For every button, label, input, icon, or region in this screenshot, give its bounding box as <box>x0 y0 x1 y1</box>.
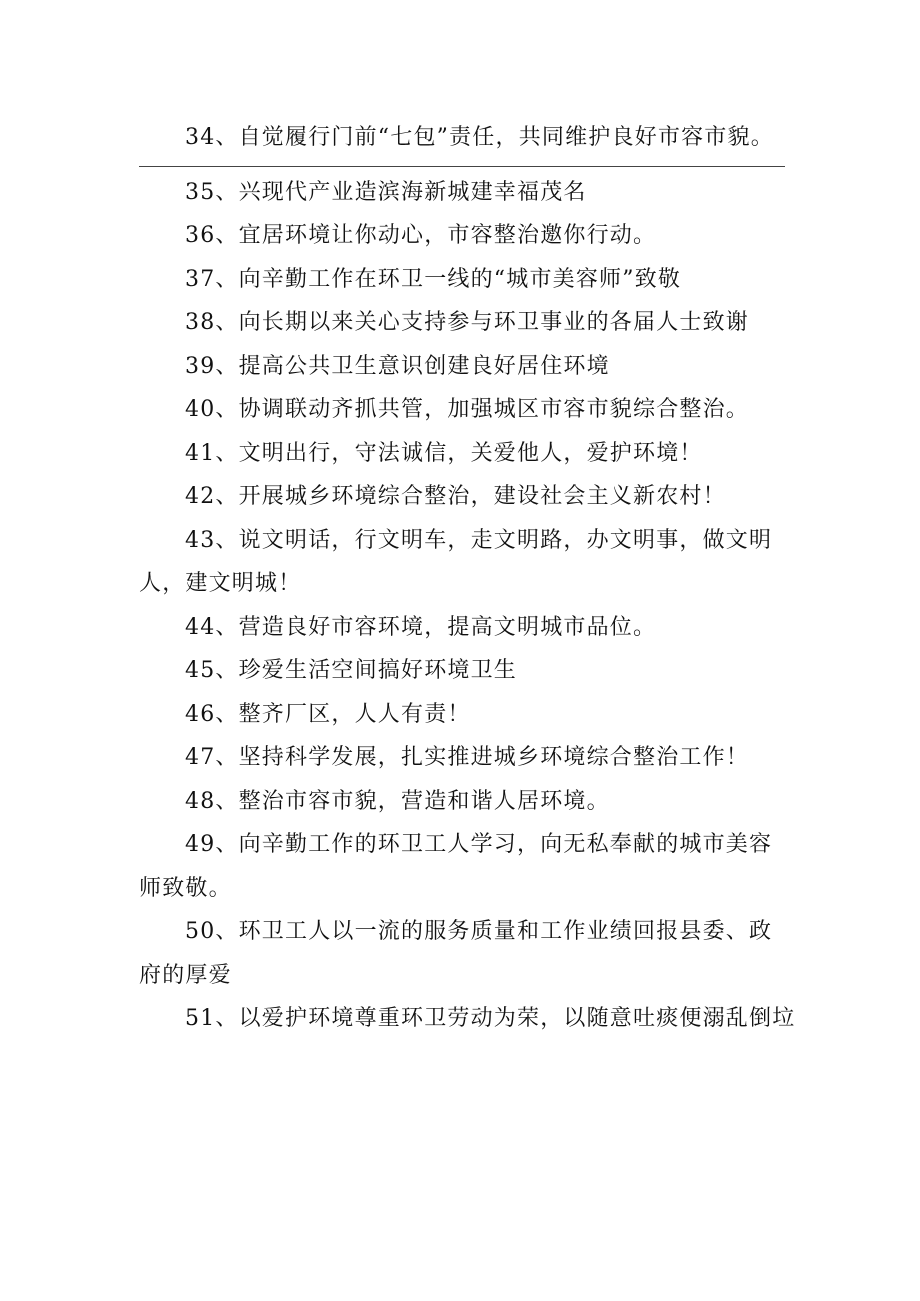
slogan-item-36: 36、宜居环境让你动心，市容整治邀你行动。 <box>185 223 657 248</box>
slogan-item-45: 45、珍爱生活空间搞好环境卫生 <box>185 658 517 683</box>
slogan-item-51: 51、以爱护环境尊重环卫劳动为荣，以随意吐痰便溺乱倒垃 <box>185 1006 796 1031</box>
slogan-item-49: 49、向辛勤工作的环卫工人学习，向无私奉献的城市美容师致敬。 <box>139 832 773 901</box>
slogan-item-35: 35、兴现代产业造滨海新城建幸福茂名 <box>185 179 587 205</box>
slogan-item-34: 34、自觉履行门前“七包”责任，共同维护良好市容市貌。 <box>185 125 774 150</box>
slogan-item-42: 42、开展城乡环境综合整治，建设社会主义新农村！ <box>185 484 726 509</box>
slogan-item-50: 50、环卫工人以一流的服务质量和工作业绩回报县委、政府的厚爱 <box>139 919 773 988</box>
slogan-list <box>139 116 796 1041</box>
slogan-item-39: 39、提高公共卫生意识创建良好居住环境 <box>185 353 610 379</box>
slogan-item-47: 47、坚持科学发展，扎实推进城乡环境综合整治工作！ <box>185 745 749 770</box>
slogan-item-44: 44、营造良好市容环境，提高文明城市品位。 <box>185 614 657 640</box>
slogan-item-38: 38、向长期以来关心支持参与环卫事业的各届人士致谢 <box>185 310 749 335</box>
slogan-item-43: 43、说文明话，行文明车，走文明路，办文明事，做文明人，建文明城！ <box>139 527 773 596</box>
slogan-item-41: 41、文明出行，守法诚信，关爱他人，爱护环境！ <box>185 440 703 466</box>
horizontal-divider <box>139 166 785 167</box>
slogan-item-37: 37、向辛勤工作在环卫一线的“城市美容师”致敬 <box>185 266 682 292</box>
slogan-item-48: 48、整治市容市貌，营造和谐人居环境。 <box>185 788 610 814</box>
slogan-item-46: 46、整齐厂区，人人有责！ <box>185 701 471 727</box>
slogan-item-40: 40、协调联动齐抓共管，加强城区市容市貌综合整治。 <box>185 397 749 422</box>
